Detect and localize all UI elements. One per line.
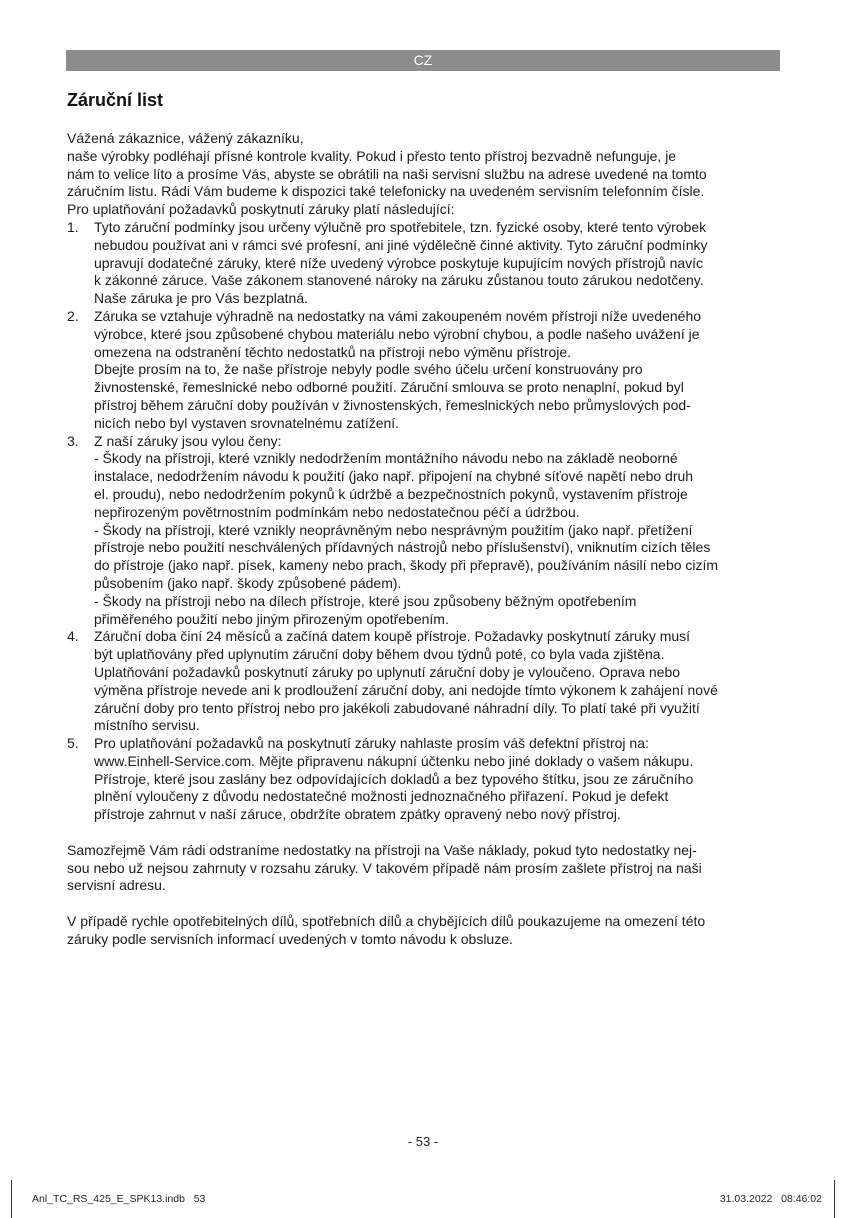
item-line: přístroje nebo použití neschválených přídavných nástrojů nebo příslušenství), vniknutím cizích těles [94,539,711,556]
item-number: 2. [67,307,79,324]
item-line: výrobce, které jsou způsobené chybou materiálu nebo výrobní chybou, a podle našeho uvážení je [94,325,700,342]
item-line: Přístroje, které jsou zaslány bez odpovídajících dokladů a bez typového štítku, jsou ze záručního [94,770,694,787]
warranty-conditions-list [67,219,779,824]
intro-line: nám to velice líto a prosíme Vás, abyste se obrátili na naši servisní službu na adrese uvedené na tomto [67,165,707,182]
item-line: Uplatňování požadavků poskytnutí záruky po uplynutí záruční doby je vyloučeno. Oprava nebo [94,663,681,680]
intro-line: Pro uplatňování požadavků poskytnutí záruky platí následující: [67,201,455,218]
item-line: el. proudu), nebo nedodržením pokynů k údržbě a bezpečnostních pokynů, vystavením přístroje [94,485,688,502]
item-number: 5. [67,735,79,752]
item-line: přístroj během záruční doby používán v živnostenských, řemeslnických nebo průmyslových pod- [94,396,691,413]
item-number: 1. [67,218,79,235]
item-line: Dbejte prosím na to, že naše přístroje nebyly podle svého účelu určení konstruovány pro [94,361,643,378]
item-line: - Škody na přístroji, které vznikly neoprávněným nebo nesprávným použitím (jako např. přetížení [94,521,693,538]
list-item [67,628,779,735]
list-item [67,308,779,433]
list-item [67,735,779,824]
item-line: Záruční doba činí 24 měsíců a začíná datem koupě přístroje. Požadavky poskytnutí záruky musí [94,628,691,645]
item-line: omezena na odstranění těchto nedostatků na přístroji nebo výměnu přístroje. [94,343,572,360]
closing-line: servisní adresu. [67,877,166,894]
intro-line: Vážená zákaznice, vážený zákazníku, [67,130,304,146]
crop-mark-right [834,1180,835,1218]
item-line: Záruka se vztahuje výhradně na nedostatky na vámi zakoupeném novém přístroji níže uvedeného [94,307,702,324]
item-line: Naše záruka je pro Vás bezplatná. [94,290,309,307]
item-number: 3. [67,432,79,449]
item-line: nepřirozeným povětrnostním podmínkám nebo nedostatečnou péčí a údržbou. [94,503,580,520]
footer-datetime: 31.03.2022 08:46:02 [719,1193,822,1205]
closing-paragraph-costs [67,842,779,895]
item-line: do přístroje (jako např. písek, kameny nebo prach, škody při přepravě), používáním násilí nebo cizím [94,557,719,574]
item-line: nebudou používat ani v rámci své profesní, ani jiné výdělečně činné aktivity. Tyto záruční podmínky [94,236,708,253]
warranty-body [67,130,779,949]
list-item [67,433,779,629]
closing-line: V případě rychle opotřebitelných dílů, spotřebních dílů a chybějících dílů poukazujeme na omezení této [67,913,706,930]
item-line: místního servisu. [94,717,200,734]
item-line: nicích nebo byl vystaven srovnatelnému zatížení. [94,414,400,431]
item-line: záruční doby pro tento přístroj nebo pro jakékoli zabudované náhradní díly. To platí také při využití [94,699,700,716]
item-line: být uplatňovány před uplynutím záruční doby během dvou týdnů poté, co byla vada zjištěna. [94,646,665,663]
item-line: Z naší záruky jsou vylou čeny: [94,432,282,449]
closing-line: záruky podle servisních informací uvedených v tomto návodu k obsluze. [67,930,513,947]
item-line: Tyto záruční podmínky jsou určeny výlučně pro spotřebitele, tzn. fyzické osoby, které tento výrobek [94,218,707,235]
closing-line: Samozřejmě Vám rádi odstraníme nedostatky na přístroji na Vaše náklady, pokud tyto nedostatky nej- [67,841,697,858]
list-item [67,219,779,308]
intro-paragraph [67,130,779,219]
item-line: - Škody na přístroji nebo na dílech přístroje, které jsou způsobeny běžným opotřebením [94,592,637,609]
item-line: působením (jako např. škody způsobené pádem). [94,574,402,591]
item-line: instalace, nedodržením návodu k použití (jako např. připojení na chybné síťové napětí nebo druh [94,468,694,485]
item-line: živnostenské, řemeslnické nebo odborné použití. Záruční smlouva se proto nenaplní, pokud byl [94,379,684,396]
intro-line: záručním listu. Rádi Vám budeme k dispozici také telefonicky na uvedeném servisním telefonním čísle. [67,183,705,200]
item-line: upravují dodatečné záruky, které níže uvedený výrobce poskytuje kupujícím nových přístrojů navíc [94,254,704,271]
page-number: - 53 - [407,1134,439,1149]
item-line: přiměřeného použití nebo jiným přirozeným opotřebením. [94,610,449,627]
footer-file-info: Anl_TC_RS_425_E_SPK13.indb 53 [32,1193,206,1205]
item-line: výměna přístroje nevede ani k prodloužení záruční doby, ani nedojde tímto výkonem k zahájení nové [94,681,718,698]
closing-paragraph-wear-parts [67,913,779,949]
item-line: přístroje zahrnut v naší záruce, obdržíte obratem zpátky opravený nebo nový přístroj. [94,806,621,823]
page-title: Záruční list [67,90,164,110]
language-label: CZ [413,52,433,68]
item-line: k zákonné záruce. Vaše zákonem stanovené nároky na záruku zůstanou touto zárukou nedotčeny. [94,272,704,289]
item-line: www.Einhell-Service.com. Mějte připravenu nákupní účtenku nebo jiné doklady o vašem nákupu. [94,752,694,769]
item-line: Pro uplatňování požadavků na poskytnutí záruky nahlaste prosím váš defektní přístroj na: [94,735,649,752]
crop-mark-left [11,1180,12,1218]
item-line: - Škody na přístroji, které vznikly nedodržením montážního návodu nebo na základě neoborné [94,450,678,467]
intro-line: naše výrobky podléhají přísné kontrole kvality. Pokud i přesto tento přístroj bezvadně nefunguje, je [67,147,677,164]
item-number: 4. [67,628,79,645]
closing-line: sou nebo už nejsou zahrnuty v rozsahu záruky. V takovém případě nám prosím zašlete přístroj na naši [67,859,702,876]
language-bar [66,50,780,71]
item-line: plnění vyloučeny z důvodu nedostatečné možnosti jednoznačného přiřazení. Pokud je defekt [94,788,669,805]
